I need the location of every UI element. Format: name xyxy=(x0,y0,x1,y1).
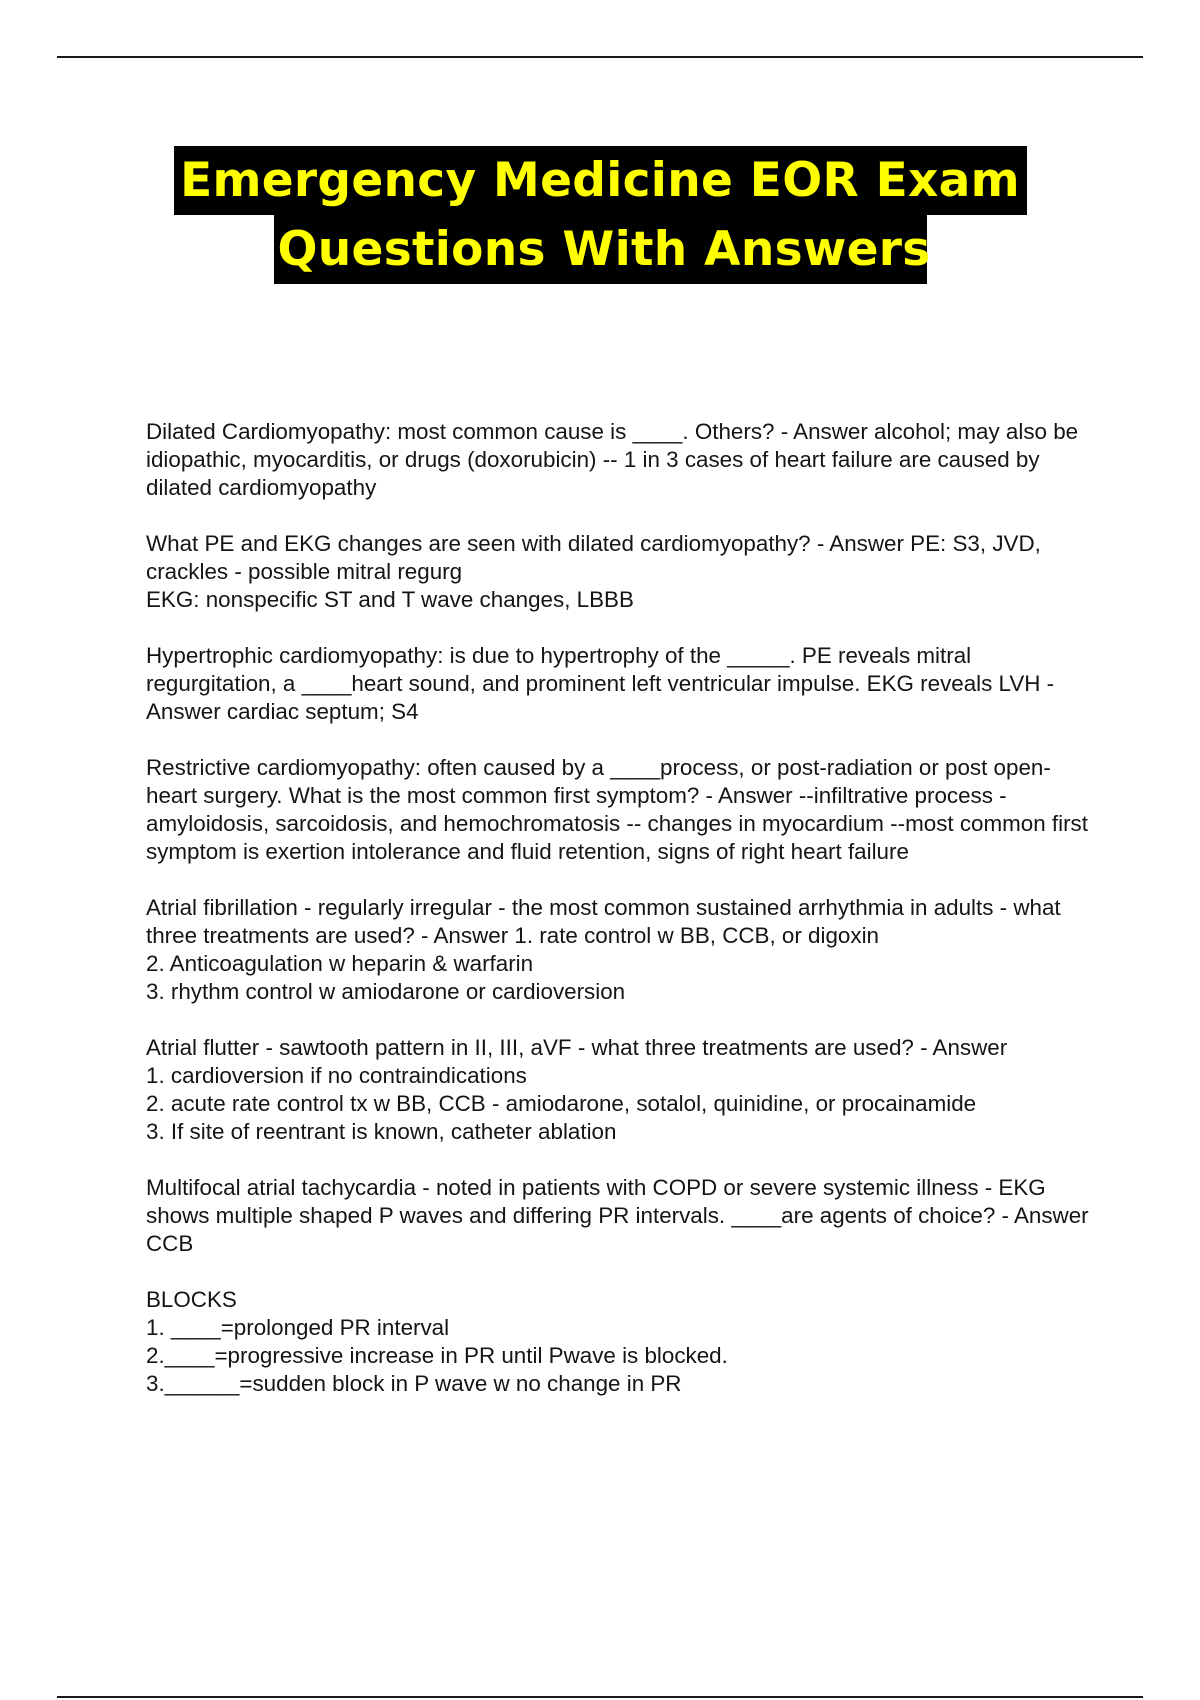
qa-entry xyxy=(146,530,1096,614)
top-rule xyxy=(57,56,1143,58)
qa-entry xyxy=(146,1286,1096,1398)
title-line-1: Emergency Medicine EOR Exam xyxy=(174,146,1027,215)
qa-line: Hypertrophic cardiomyopathy: is due to hypertrophy of the _____. PE reveals mitral regurgitation, a ____heart sound, and prominent left ventricular impulse. EKG reveals LVH - Answer cardiac septum; S4 xyxy=(146,643,1055,724)
qa-line: BLOCKS xyxy=(146,1287,237,1312)
qa-entry xyxy=(146,754,1096,866)
bottom-rule xyxy=(57,1696,1143,1698)
title-line-2: Questions With Answers xyxy=(274,215,927,284)
qa-line: Dilated Cardiomyopathy: most common cause is ____. Others? - Answer alcohol; may also be idiopathic, myocarditis, or drugs (doxorubicin) -- 1 in 3 cases of heart failure are caused by dilated cardiomyopathy xyxy=(146,419,1079,500)
qa-line: Multifocal atrial tachycardia - noted in patients with COPD or severe systemic illness - EKG shows multiple shaped P waves and differing PR intervals. ____are agents of choice? - Answer CCB xyxy=(146,1175,1089,1256)
qa-line: Restrictive cardiomyopathy: often caused by a ____process, or post-radiation or post open-heart surgery. What is the most common first symptom? - Answer --infiltrative process - amyloidosis, sarcoidosis, and hemochromatosis -- changes in myocardium --most common first symptom is exertion intolerance and fluid retention, signs of right heart failure xyxy=(146,755,1088,864)
qa-line: 1. ____=prolonged PR interval xyxy=(146,1315,450,1340)
qa-line: 2. acute rate control tx w BB, CCB - amiodarone, sotalol, quinidine, or procainamide xyxy=(146,1091,977,1116)
qa-entry xyxy=(146,894,1096,1006)
qa-line: EKG: nonspecific ST and T wave changes, LBBB xyxy=(146,587,634,612)
qa-line: 2. Anticoagulation w heparin & warfarin xyxy=(146,951,534,976)
qa-entry xyxy=(146,1174,1096,1258)
document-title xyxy=(0,146,1200,284)
qa-line: Atrial fibrillation - regularly irregular - the most common sustained arrhythmia in adults - what three treatments are used? - Answer 1. rate control w BB, CCB, or digoxin xyxy=(146,895,1061,948)
qa-line: Atrial flutter - sawtooth pattern in II, III, aVF - what three treatments are used? - Answer xyxy=(146,1035,1008,1060)
qa-entry xyxy=(146,418,1096,502)
qa-entry xyxy=(146,1034,1096,1146)
qa-line: What PE and EKG changes are seen with dilated cardiomyopathy? - Answer PE: S3, JVD, crackles - possible mitral regurg xyxy=(146,531,1041,584)
qa-line: 3.______=sudden block in P wave w no change in PR xyxy=(146,1371,682,1396)
qa-line: 1. cardioversion if no contraindications xyxy=(146,1063,527,1088)
qa-content xyxy=(146,418,1096,1426)
qa-entry xyxy=(146,642,1096,726)
qa-line: 3. rhythm control w amiodarone or cardioversion xyxy=(146,979,626,1004)
qa-line: 3. If site of reentrant is known, catheter ablation xyxy=(146,1119,617,1144)
qa-line: 2.____=progressive increase in PR until Pwave is blocked. xyxy=(146,1343,728,1368)
